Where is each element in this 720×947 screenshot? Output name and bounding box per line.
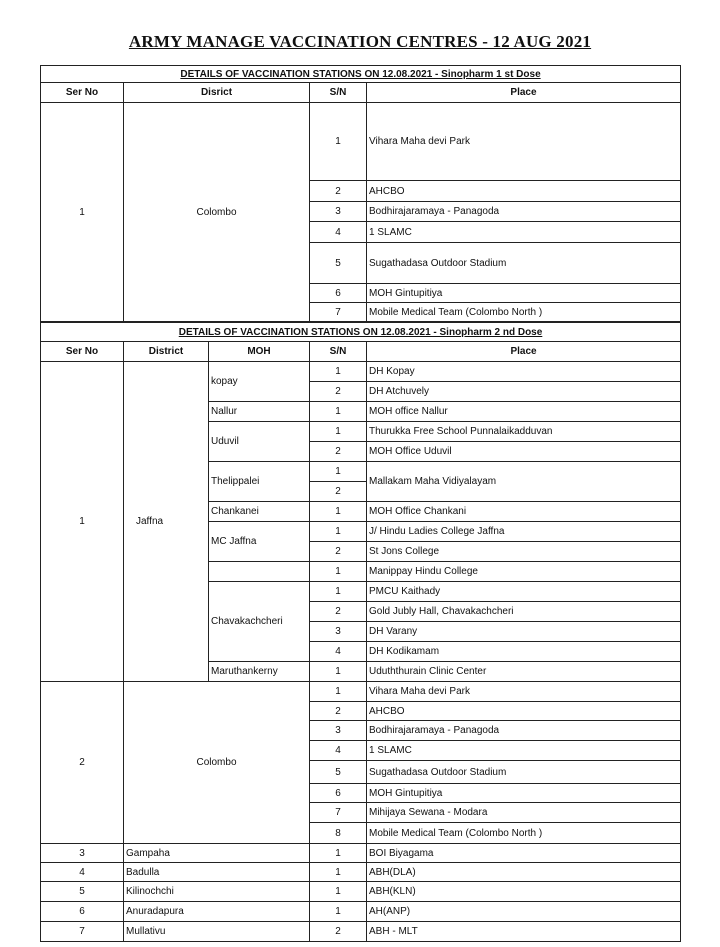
district: Kilinochchi	[124, 882, 310, 902]
place: Mallakam Maha Vidiyalayam	[367, 462, 681, 502]
place: ABH(KLN)	[367, 882, 681, 902]
moh: Chankanei	[209, 502, 310, 522]
place: Thurukka Free School Punnalaikadduvan	[367, 422, 681, 442]
col-header-place: Place	[367, 83, 681, 103]
place: Sugathadasa Outdoor Stadium	[367, 761, 681, 784]
place: DH Varany	[367, 622, 681, 642]
district: Badulla	[124, 863, 310, 882]
place: DH Kopay	[367, 362, 681, 382]
sn: 1	[310, 863, 367, 882]
place: DH Kodikamam	[367, 642, 681, 662]
sn: 1	[310, 103, 367, 181]
sn: 2	[310, 382, 367, 402]
district: Colombo	[124, 103, 310, 322]
moh-empty	[209, 562, 310, 582]
place: ABH(DLA)	[367, 863, 681, 882]
place: AHCBO	[367, 702, 681, 721]
dose1-header-row	[41, 83, 681, 103]
sn: 1	[310, 682, 367, 702]
ser-no: 1	[41, 103, 124, 322]
sn: 3	[310, 202, 367, 222]
district: Anuradapura	[124, 902, 310, 922]
place: Mobile Medical Team (Colombo North )	[367, 303, 681, 322]
col-header-sn: S/N	[310, 342, 367, 362]
dose2-heading: DETAILS OF VACCINATION STATIONS ON 12.08.2021 - Sinopharm 2 nd Dose	[41, 323, 681, 342]
district: Colombo	[124, 682, 310, 844]
sn: 1	[310, 362, 367, 382]
sn: 4	[310, 741, 367, 761]
sn: 2	[310, 602, 367, 622]
place: Gold Jubly Hall, Chavakachcheri	[367, 602, 681, 622]
place: AH(ANP)	[367, 902, 681, 922]
dose2-table	[40, 322, 681, 942]
col-header-sn: S/N	[310, 83, 367, 103]
ser-no: 6	[41, 902, 124, 922]
place: Bodhirajaramaya - Panagoda	[367, 202, 681, 222]
table-row	[41, 863, 681, 882]
sn: 5	[310, 761, 367, 784]
sn: 7	[310, 803, 367, 823]
sn: 1	[310, 402, 367, 422]
place: 1 SLAMC	[367, 222, 681, 243]
sn: 6	[310, 284, 367, 303]
sn: 8	[310, 823, 367, 844]
table-row	[41, 682, 681, 702]
ser-no: 7	[41, 922, 124, 942]
sn: 1	[310, 502, 367, 522]
sn: 4	[310, 642, 367, 662]
place: MOH office Nallur	[367, 402, 681, 422]
ser-no: 3	[41, 844, 124, 863]
col-header-place: Place	[367, 342, 681, 362]
col-header-district: Disrict	[124, 83, 310, 103]
sn: 3	[310, 622, 367, 642]
sn: 1	[310, 462, 367, 482]
place: PMCU Kaithady	[367, 582, 681, 602]
sn: 2	[310, 922, 367, 942]
place: Sugathadasa Outdoor Stadium	[367, 243, 681, 284]
col-header-ser: Ser No	[41, 342, 124, 362]
table-row	[41, 882, 681, 902]
district: Jaffna	[124, 362, 209, 682]
district: Gampaha	[124, 844, 310, 863]
sn: 7	[310, 303, 367, 322]
ser-no: 1	[41, 362, 124, 682]
place: St Jons College	[367, 542, 681, 562]
ser-no: 5	[41, 882, 124, 902]
table-row	[41, 103, 681, 181]
sn: 1	[310, 844, 367, 863]
place: Bodhirajaramaya - Panagoda	[367, 721, 681, 741]
sn: 1	[310, 422, 367, 442]
dose1-heading: DETAILS OF VACCINATION STATIONS ON 12.08.2021 - Sinopharm 1 st Dose	[41, 66, 681, 83]
sn: 6	[310, 784, 367, 803]
sn: 4	[310, 222, 367, 243]
place: Mihijaya Sewana - Modara	[367, 803, 681, 823]
place: MOH Office Chankani	[367, 502, 681, 522]
place: Vihara Maha devi Park	[367, 103, 681, 181]
table-row	[41, 844, 681, 863]
moh: Maruthankerny	[209, 662, 310, 682]
place: Vihara Maha devi Park	[367, 682, 681, 702]
ser-no: 4	[41, 863, 124, 882]
moh: Chavakachcheri	[209, 582, 310, 662]
dose2-header-row	[41, 342, 681, 362]
moh: MC Jaffna	[209, 522, 310, 562]
place: MOH Gintupitiya	[367, 284, 681, 303]
sn: 1	[310, 902, 367, 922]
district: Mullativu	[124, 922, 310, 942]
place: Uduththurain Clinic Center	[367, 662, 681, 682]
ser-no: 2	[41, 682, 124, 844]
moh: Uduvil	[209, 422, 310, 462]
moh: kopay	[209, 362, 310, 402]
sn: 1	[310, 882, 367, 902]
sn: 1	[310, 662, 367, 682]
col-header-ser: Ser No	[41, 83, 124, 103]
moh: Thelippalei	[209, 462, 310, 502]
sn: 1	[310, 522, 367, 542]
col-header-moh: MOH	[209, 342, 310, 362]
sn: 3	[310, 721, 367, 741]
table-row	[41, 922, 681, 942]
sn: 2	[310, 542, 367, 562]
place: MOH Office Uduvil	[367, 442, 681, 462]
place: AHCBO	[367, 181, 681, 202]
sn: 2	[310, 442, 367, 462]
place: 1 SLAMC	[367, 741, 681, 761]
dose1-table	[40, 65, 681, 322]
sn: 2	[310, 181, 367, 202]
place: DH Atchuvely	[367, 382, 681, 402]
sn: 2	[310, 702, 367, 721]
place: ABH - MLT	[367, 922, 681, 942]
place: BOI Biyagama	[367, 844, 681, 863]
col-header-district: District	[124, 342, 209, 362]
place: MOH Gintupitiya	[367, 784, 681, 803]
page-title: ARMY MANAGE VACCINATION CENTRES - 12 AUG 2021	[128, 32, 592, 51]
place: J/ Hindu Ladies College Jaffna	[367, 522, 681, 542]
moh: Nallur	[209, 402, 310, 422]
sn: 1	[310, 562, 367, 582]
sn: 5	[310, 243, 367, 284]
place: Manippay Hindu College	[367, 562, 681, 582]
place: Mobile Medical Team (Colombo North )	[367, 823, 681, 844]
table-row	[41, 902, 681, 922]
sn: 1	[310, 582, 367, 602]
table-row	[41, 362, 681, 382]
sn: 2	[310, 482, 367, 502]
